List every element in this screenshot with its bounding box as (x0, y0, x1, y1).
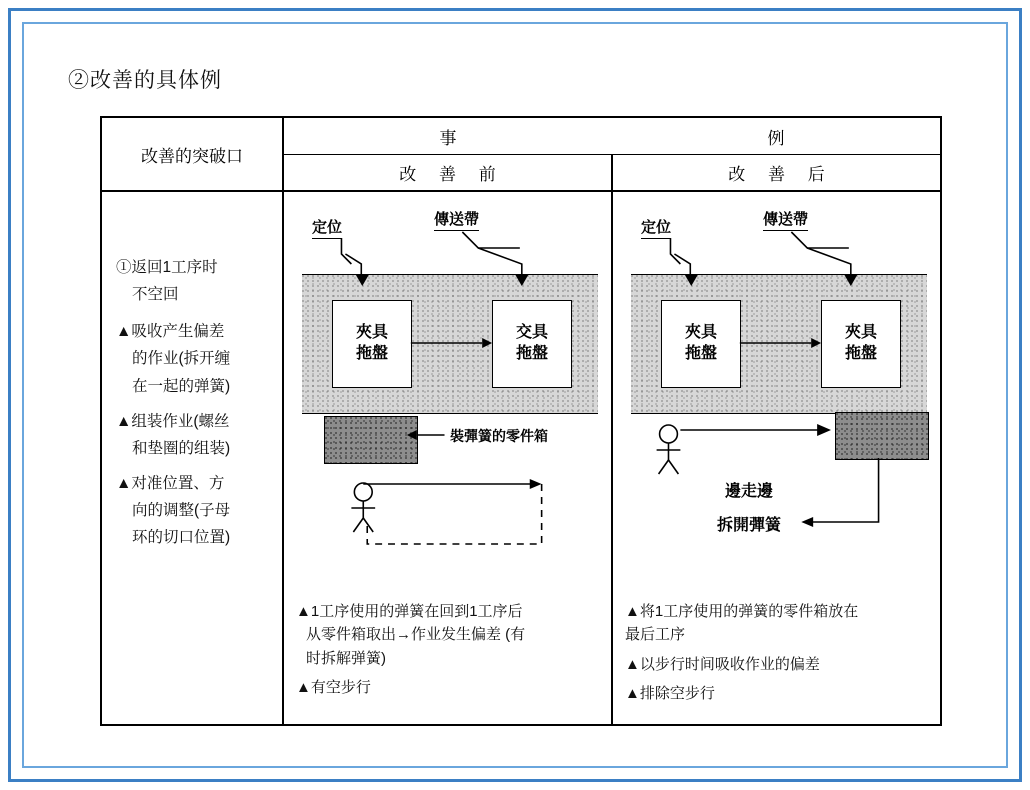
note-before-3: 时拆解弹簧) (306, 649, 386, 667)
header-cell-before: 改 善 前 (284, 155, 613, 190)
lead-item (116, 254, 272, 308)
note-after-1: ▲将1工序使用的弹簧的零件箱放在 (625, 603, 859, 620)
fixture-pallet-box-2-after (821, 300, 901, 388)
fixture-pallet-box-1-after (661, 300, 741, 388)
fixture-box-1-line-2: 拖盤 (355, 345, 388, 362)
header-right-group (284, 118, 940, 190)
fixture-box-1-line-1: 夾具 (684, 324, 717, 342)
column-before (284, 192, 613, 724)
note-before-1: ▲1工序使用的弹簧在回到1工序后 (296, 603, 523, 620)
bullet-1-line-2: 的作业(拆开缠 (132, 350, 231, 368)
header-row-example (284, 118, 940, 155)
fixture-pallet-box-1-before (332, 300, 412, 388)
list-item (116, 470, 272, 551)
bullet-1-line-1: ▲吸收产生偏差 (116, 323, 225, 341)
table-body (102, 192, 940, 724)
fixture-box-1-line-2: 拖盤 (684, 345, 717, 362)
figure-before (284, 192, 611, 592)
parts-box-before (324, 416, 418, 464)
column-breakthrough-points (102, 192, 284, 724)
note-after-4: ▲排除空步行 (625, 684, 715, 702)
slide-content (38, 38, 992, 752)
figure-after (613, 192, 940, 592)
note-after-2: 最后工序 (625, 626, 686, 644)
fixture-box-1-line-1: 夾具 (355, 324, 388, 342)
label-conveyor-after: 傳送帶 (763, 208, 808, 231)
bullet-3-line-2: 向的调整(子母 (132, 502, 231, 519)
label-walk-line-2-after: 拆開彈簧 (717, 517, 782, 534)
label-position-after: 定位 (641, 216, 671, 239)
list-item (116, 408, 272, 462)
header-cell-case: 事 (439, 128, 457, 148)
lead-line-2: 不空回 (132, 286, 179, 304)
bullet-3-line-3: 环的切口位置) (132, 529, 231, 547)
lead-line-1: ①返回1工序时 (116, 259, 218, 276)
bullet-3-line-1: ▲对准位置、方 (116, 474, 225, 492)
note-before-2: 从零件箱取出→作业发生偏差 (有 (306, 626, 526, 644)
header-cell-breakthrough: 改善的突破口 (102, 118, 284, 190)
list-item (116, 318, 272, 399)
fixture-box-2-line-1: 交具 (515, 324, 548, 342)
comparison-table (100, 116, 942, 726)
header-cell-example: 例 (767, 128, 785, 148)
table-header (102, 118, 940, 192)
label-parts-box-before: 裝彈簧的零件箱 (450, 428, 548, 444)
parts-box-after (835, 412, 929, 460)
bullet-2-line-1: ▲组装作业(螺丝 (116, 412, 230, 430)
bullet-1-line-3: 在一起的弹簧) (132, 377, 231, 395)
header-row-beforeafter (284, 155, 940, 190)
note-before-4: ▲有空步行 (296, 678, 371, 696)
fixture-box-2-line-1: 夾具 (844, 324, 877, 342)
notes-before (284, 592, 611, 724)
label-conveyor-before: 傳送帶 (434, 208, 479, 231)
fixture-box-2-line-2: 拖盤 (844, 345, 877, 362)
fixture-box-2-line-2: 拖盤 (515, 345, 548, 362)
note-after-3: ▲以步行时间吸收作业的偏差 (625, 655, 820, 673)
label-position-before: 定位 (312, 216, 342, 239)
header-cell-after: 改 善 后 (728, 165, 834, 184)
bullet-2-line-2: 和垫圈的组装) (132, 439, 231, 457)
page-title: ②改善的具体例 (68, 69, 222, 92)
notes-after (613, 592, 940, 724)
label-walk-line-1-after: 邊走邊 (725, 483, 774, 500)
column-after (613, 192, 940, 724)
fixture-pallet-box-2-before (492, 300, 572, 388)
